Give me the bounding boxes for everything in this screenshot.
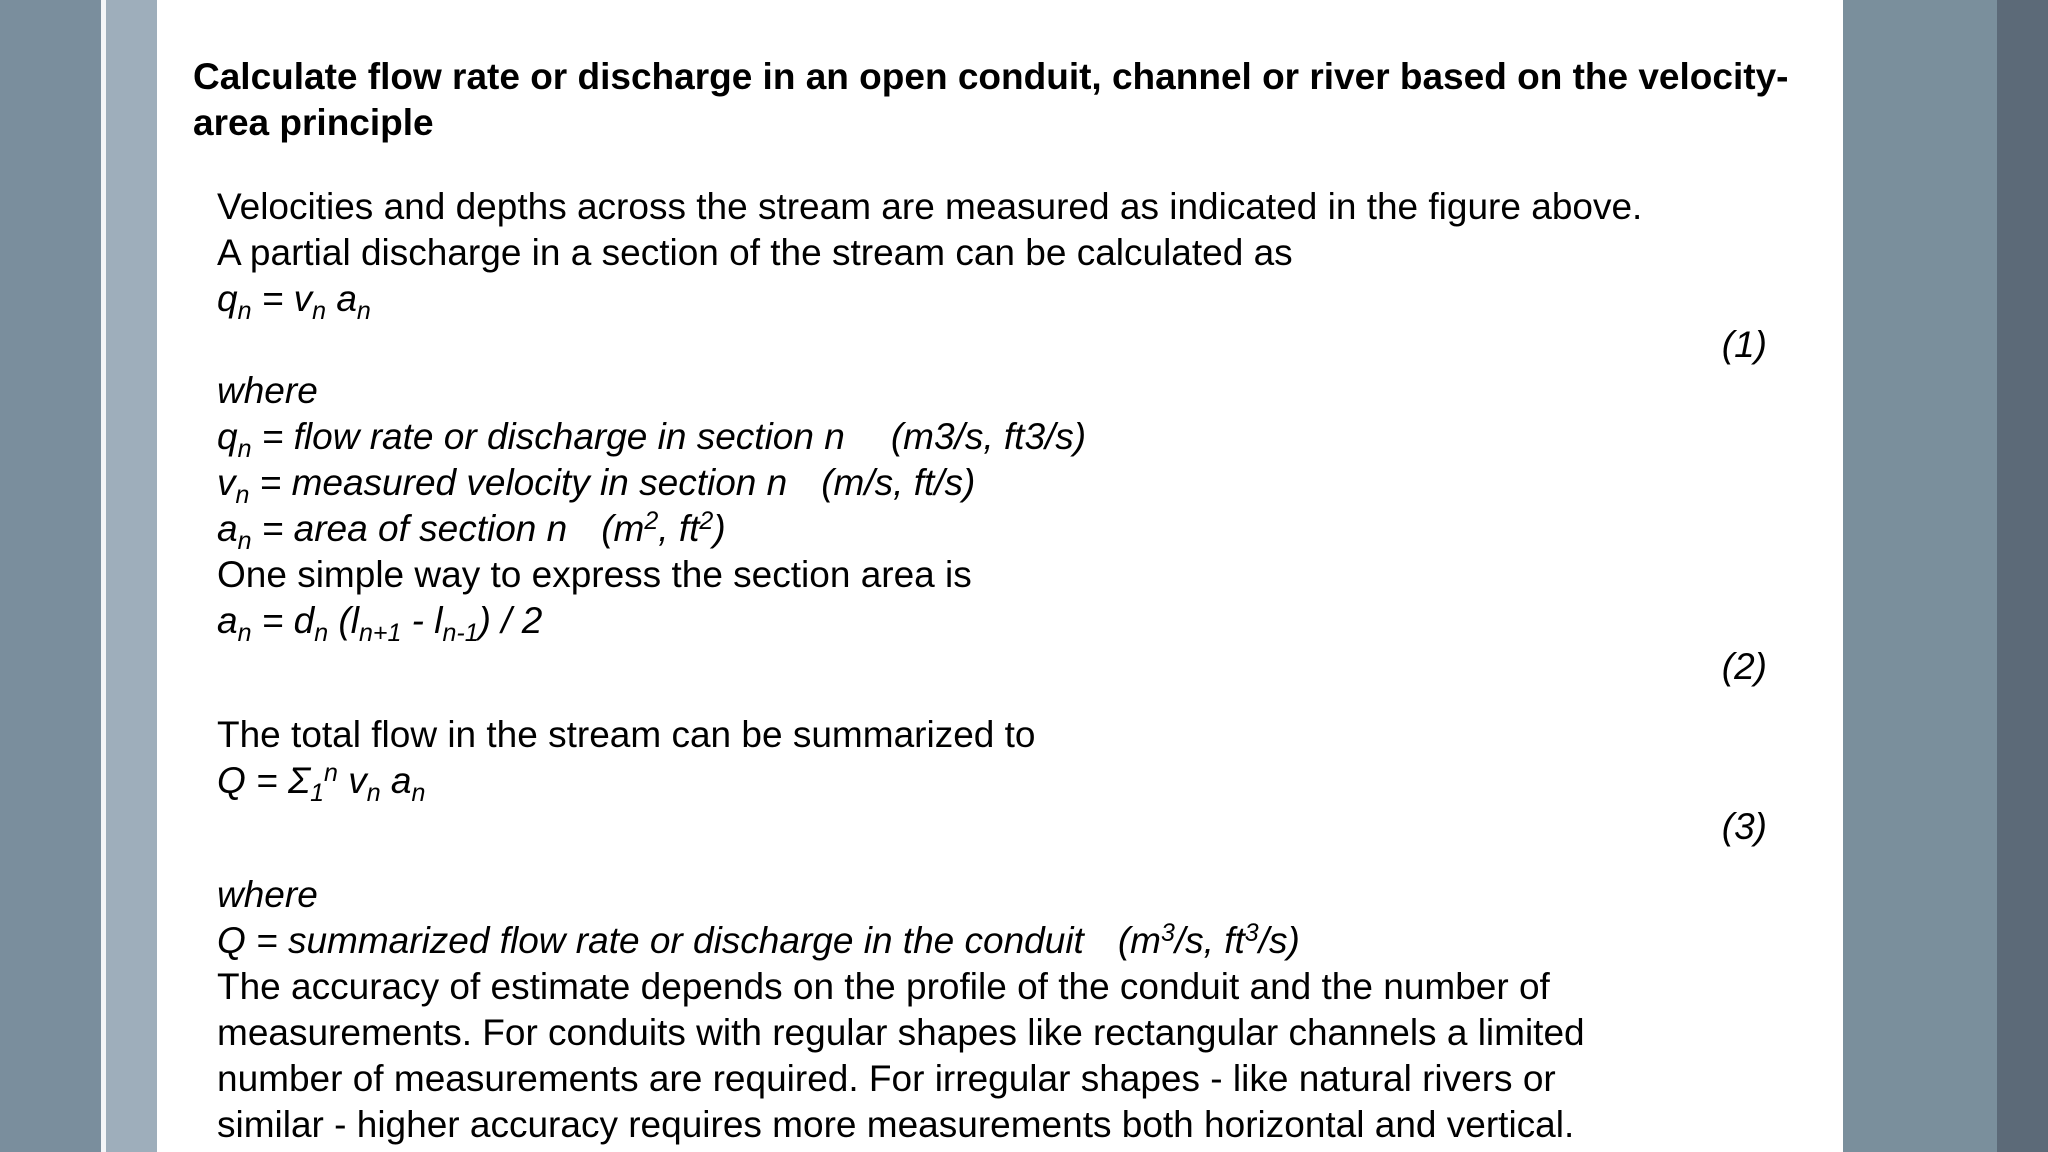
right-outer-border: [1997, 0, 2048, 1152]
accuracy-line-2: measurements. For conduits with regular shapes like rectangular channels a limited: [217, 1012, 1585, 1053]
definition-an: $a_n$ = area of section n ($m^2$, $ft^2$): [217, 507, 726, 555]
where-label-1: where: [217, 370, 318, 411]
spacer: [217, 690, 1777, 712]
definition-vn: $v_n$ = measured velocity in section n (m/s, ft/s): [217, 462, 976, 509]
right-inner-border: [1843, 0, 1997, 1152]
intro-line-1: Velocities and depths across the stream are measured as indicated in the figure above.: [217, 186, 1643, 227]
page-heading: Calculate flow rate or discharge in an open conduit, channel or river based on the velocity-area principle: [193, 56, 1789, 143]
equation-3-number: (3): [1721, 806, 1767, 847]
total-flow-intro: The total flow in the stream can be summarized to: [217, 714, 1036, 755]
left-inner-border: [106, 0, 157, 1152]
definition-qn: $q_n$ = flow rate or discharge in section n (m3/s, ft3/s): [217, 416, 1087, 463]
document-body: [217, 184, 1777, 1148]
accuracy-line-1: The accuracy of estimate depends on the profile of the conduit and the number of: [217, 966, 1550, 1007]
equation-1: $q_n = v_n$ $a_n$: [217, 278, 371, 325]
content-panel: [157, 0, 1843, 1152]
definition-Q: Q = summarized flow rate or discharge in the conduit ($m^3/s$, $ft^3/s$): [217, 919, 1300, 961]
accuracy-line-3: number of measurements are required. For irregular shapes - like natural rivers or: [217, 1058, 1556, 1099]
spacer: [217, 850, 1777, 872]
equation-2: $a_n = d_n$ $(l_{n+1} - l_{n-1}) / 2$: [217, 600, 543, 647]
equation-1-number: (1): [1721, 324, 1767, 365]
intro-line-2: A partial discharge in a section of the stream can be calculated as: [217, 232, 1293, 273]
equation-3: $Q = \Sigma_1^n$ $v_n$ $a_n$: [217, 759, 426, 807]
section-area-intro: One simple way to express the section area is: [217, 554, 972, 595]
where-label-2: where: [217, 874, 318, 915]
equation-2-number: (2): [1721, 646, 1767, 687]
accuracy-line-4: similar - higher accuracy requires more measurements both horizontal and vertical.: [217, 1104, 1575, 1145]
left-outer-border: [0, 0, 101, 1152]
